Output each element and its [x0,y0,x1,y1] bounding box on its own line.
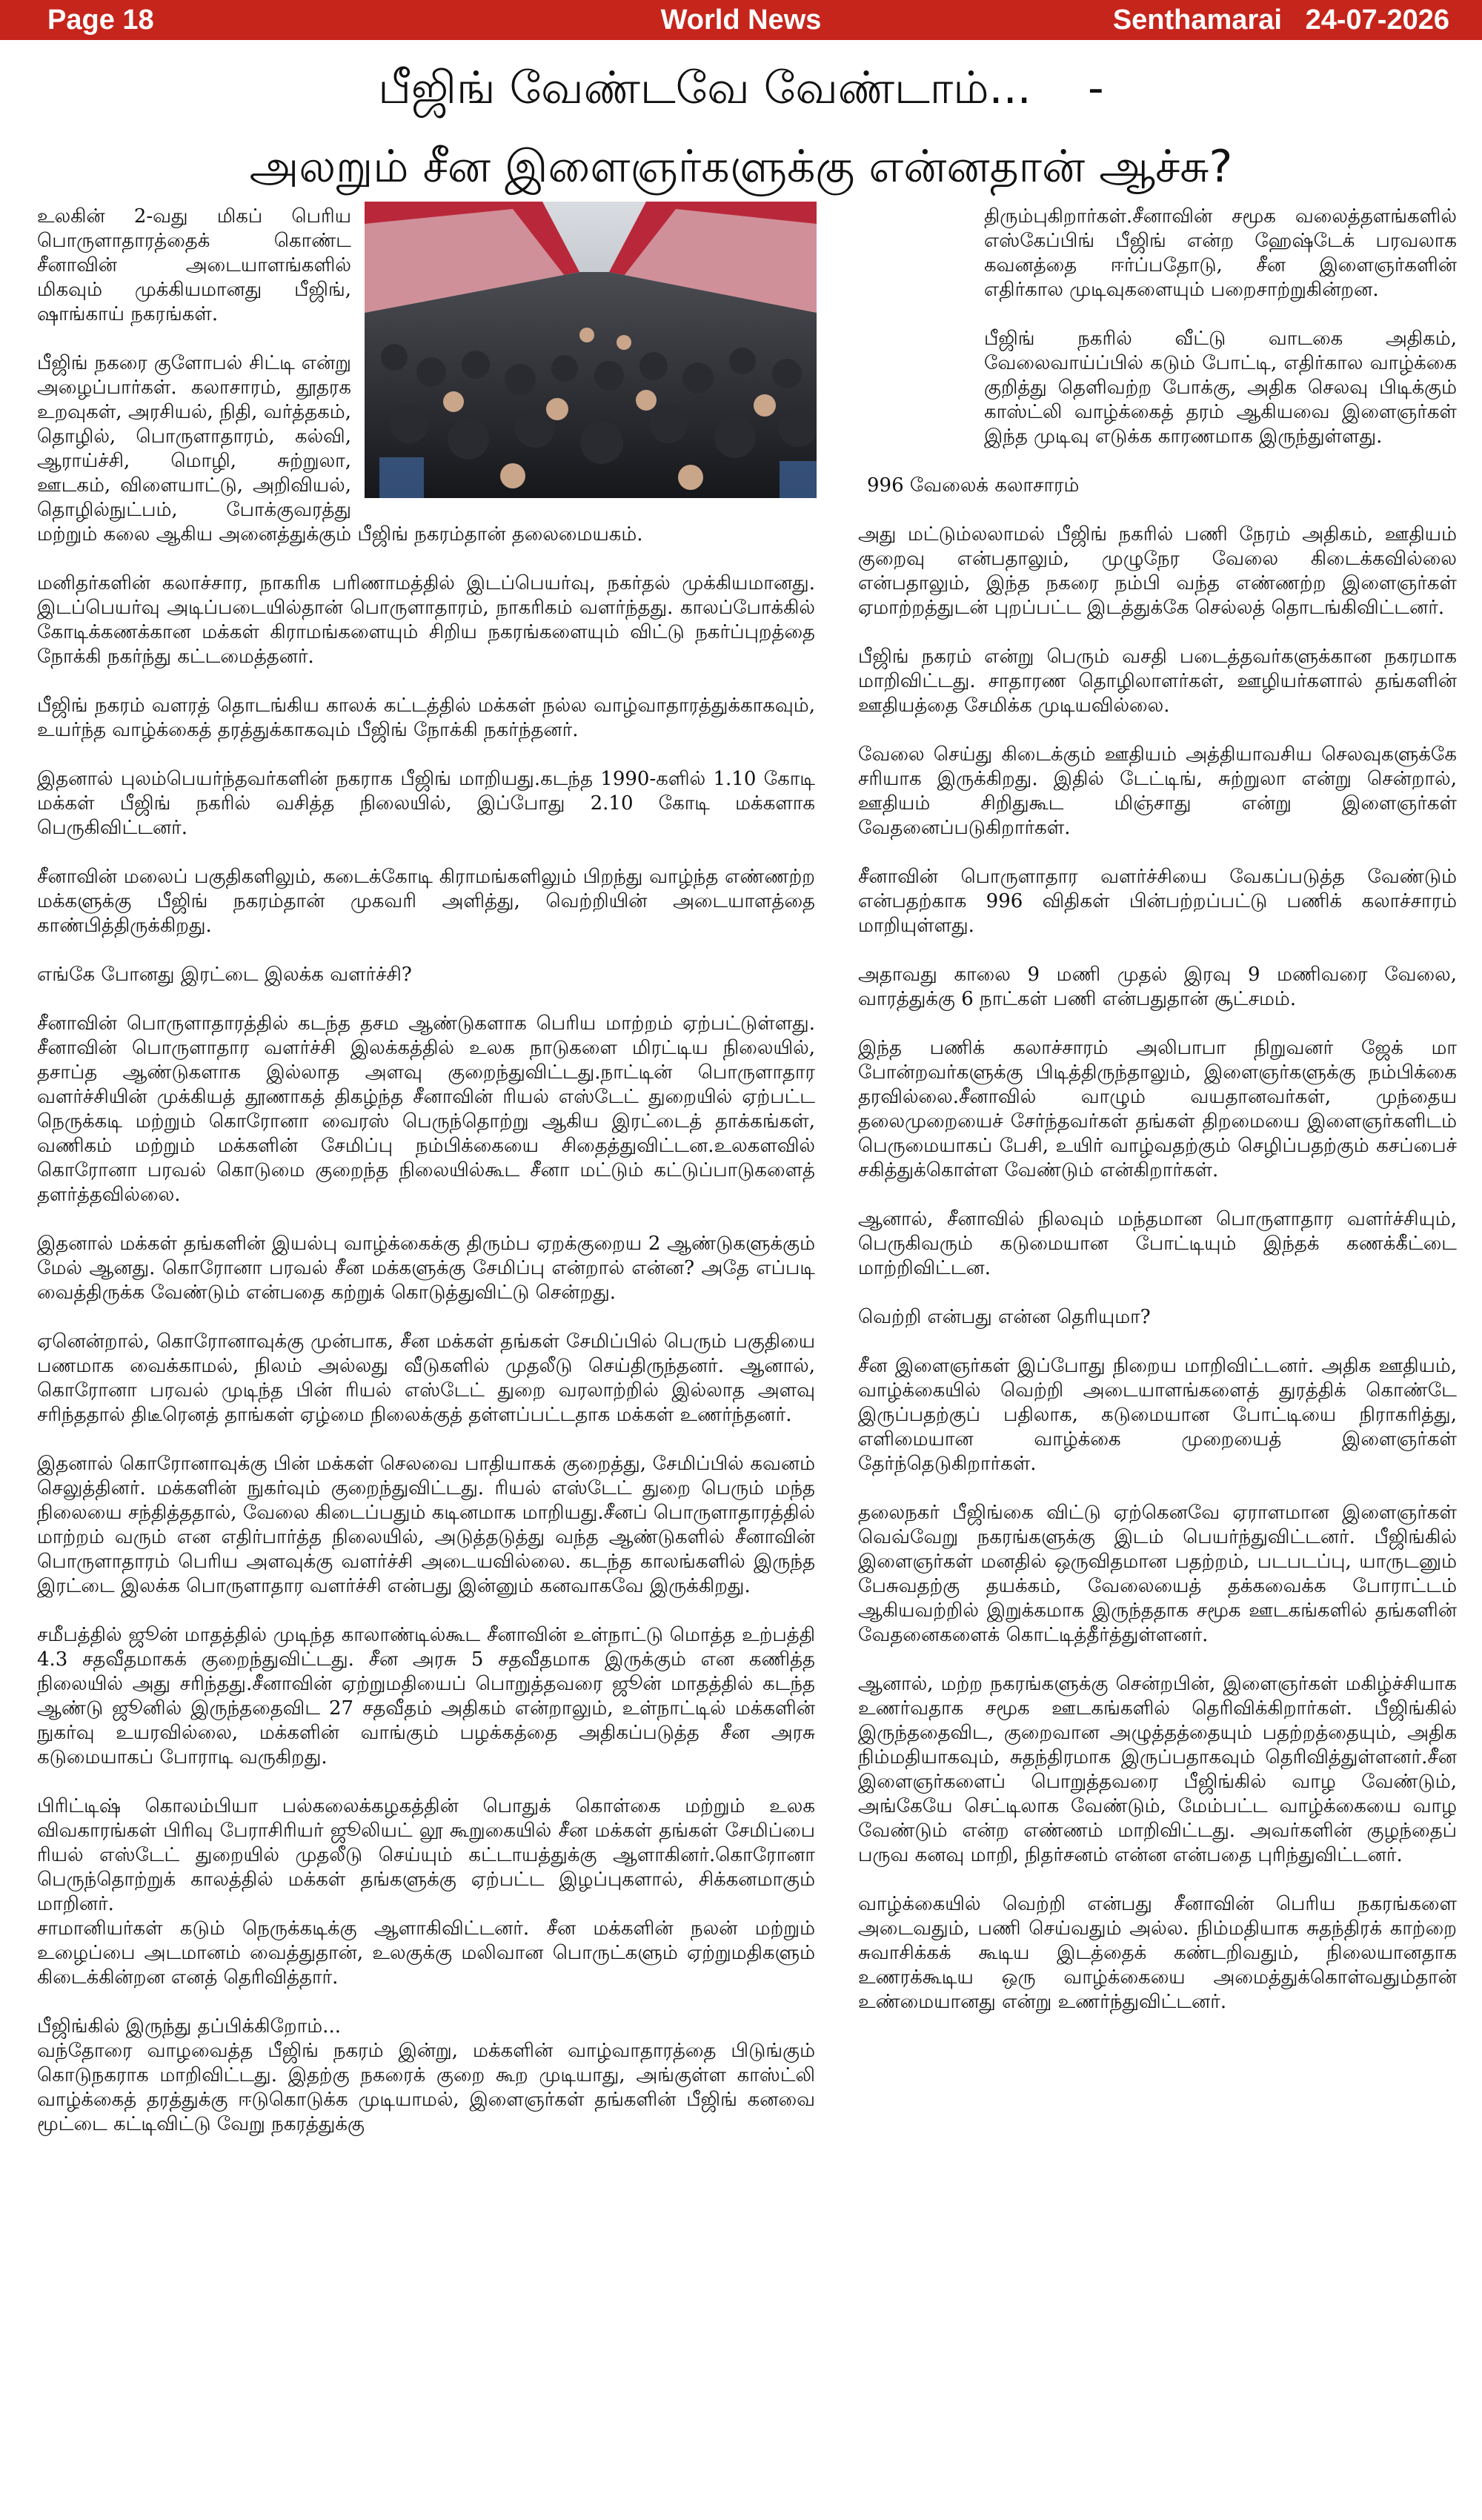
paragraph: ஆனால், சீனாவில் நிலவும் மந்தமான பொருளாதார வளர்ச்சியும், பெருகிவரும் கடுமையான போட்டியும் இந்தக் கணக்கீட்டை மாற்றிவிட்டன. [858,1208,1457,1279]
paragraph: வேலை செய்து கிடைக்கும் ஊதியம் அத்தியாவசிய செலவுகளுக்கே சரியாக இருக்கிறது. இதில் டேட்டிங், சுற்றுலா என்று சென்றால், ஊதியம் சிறிதுகூட மிஞ்சாது என்று இளைஞர்கள் வேதனைப்படுகிறார்கள். [858,743,1457,839]
headline-line-1: பீஜிங் வேண்டவே வேண்டாம்... - [378,62,1104,114]
page-number: Page 18 [47,4,154,36]
headline-line-2: அலறும் சீன இளைஞர்களுக்கு என்னதான் ஆச்சு? [249,141,1233,193]
paragraph: சீனாவின் மலைப் பகுதிகளிலும், கடைக்கோடி கிராமங்களிலும் பிறந்து வாழ்ந்த எண்ணற்ற மக்களுக்கு பீஜிங் நகரம்தான் முகவரி அளித்து, வெற்றியின் அடையாளத்தை காண்பித்திருக்கிறது. [37,866,815,937]
paragraph: மனிதர்களின் கலாச்சார, நாகரிக பரிணாமத்தில் இடப்பெயர்வு, நகர்தல் முக்கியமானது. இடப்பெயர்வு அடிப்படையில்தான் பொருளாதாரம், நாகரிகம் வளர்ந்தது. காலப்போக்கில் கோடிக்கணக்கான மக்கள் கிராமங்களையும் சிறிய நகரங்களையும் விட்டு நகர்ப்புறத்தை நோக்கி நகர்ந்து கட்டமைத்தனர். [37,572,815,668]
paragraph: பிரிட்டிஷ் கொலம்பியா பல்கலைக்கழகத்தின் பொதுக் கொள்கை மற்றும் உலக விவகாரங்கள் பிரிவு பேராசிரியர் ஜூலியட் லூ கூறுகையில் சீன மக்கள் தங்கள் சேமிப்பை ரியல் எஸ்டேட் துறையில் முதலீடு செய்யும் கட்டாயத்துக்கு ஆளாகினர்.கொரோனா பெருந்தொற்றுக் காலத்தில் மக்கள் தங்களுக்கு ஏற்பட்ட இழப்புகளால், சிக்கனமாகும் மாறினர். [37,1795,815,1915]
paragraph: அது மட்டும்லலாமல் பீஜிங் நகரில் பணி நேரம் அதிகம், ஊதியம் குறைவு என்பதாலும், முழுநேர வேலை கிடைக்கவில்லை என்பதாலும், இந்த நகரை நம்பி வந்த எண்ணற்ற இளைஞர்கள் ஏமாற்றத்துடன் புறப்பட்ட இடத்துக்கே செல்லத் தொடங்கிவிட்டனர். [858,523,1457,619]
paragraph: இதனால் புலம்பெயர்ந்தவர்களின் நகராக பீஜிங் மாறியது.கடந்த 1990-களில் 1.10 கோடி மக்கள் பீஜிங் நகரில் வசித்த நிலையில், இப்போது 2.10 கோடி மக்களாக பெருகிவிட்டனர். [37,768,815,839]
subheading: பீஜிங்கில் இருந்து தப்பிக்கிறோம்... [37,2015,341,2037]
paragraph: பீஜிங் நகரம் என்று பெரும் வசதி படைத்தவர்களுக்கான நகரமாக மாறிவிட்டது. சாதாரண தொழிலாளர்கள், ஊழியர்களால் தங்களின் ஊதியத்தை சேமிக்க முடியவில்லை. [858,646,1457,717]
paragraph: சீனாவின் பொருளாதார வளர்ச்சியை வேகப்படுத்த வேண்டும் என்பதற்காக 996 விதிகள் பின்பற்றப்பட்டு பணிக் கலாச்சாரம் மாறியுள்ளது. [858,866,1457,937]
paragraph: ஆனால், மற்ற நகரங்களுக்கு சென்றபின், இளைஞர்கள் மகிழ்ச்சியாக உணர்வதாக சமூக ஊடகங்களில் தெரிவிக்கிறார்கள். பீஜிங்கில் இருந்ததைவிட, குறைவான அழுத்தத்தையும் பதற்றத்தையும், அதிக நிம்மதியாகவும், சுதந்திரமாக இருப்பதாகவும் தெரிவித்துள்ளனர்.சீன இளைஞர்களைப் பொறுத்தவரை பீஜிங்கில் வாழ வேண்டும், அங்கேயே செட்டிலாக வேண்டும், மேம்பட்ட வாழ்க்கையை வாழ வேண்டும் என்ற எண்ணம் மாறிவிட்டது. அவர்களின் குழந்தைப் பருவ கனவு மாறி, நிதர்சனம் என்ன என்பதை புரிந்துவிட்டனர். [858,1673,1458,1866]
paragraph: இதனால் மக்கள் தங்களின் இயல்பு வாழ்க்கைக்கு திரும்ப ஏறக்குறைய 2 ஆண்டுகளுக்கும் மேல் ஆனது. கொரோனா பரவல் சீன மக்களுக்கு சேமிப்பு என்றால் என்ன? அதே எப்படி வைத்திருக்க வேண்டும் என்பதை கற்றுக் கொடுத்துவிட்டு சென்றது. [37,1233,815,1304]
paragraph: ஏனென்றால், கொரோனாவுக்கு முன்பாக, சீன மக்கள் தங்கள் சேமிப்பில் பெரும் பகுதியை பணமாக வைக்காமல், நிலம் அல்லது வீடுகளில் முதலீடு செய்திருந்தனர். ஆனால், கொரோனா பரவல் முடிந்த பின் ரியல் எஸ்டேட் துறை வரலாற்றில் இல்லாத அளவு சரிந்ததால் திடீரெனத் தாங்கள் ஏழ்மை நிலைக்குத் தள்ளப்பட்டதாக மக்கள் உணர்ந்தனர். [37,1330,815,1426]
paragraph: பீஜிங் நகரில் வீட்டு வாடகை அதிகம், வேலைவாய்ப்பில் கடும் போட்டி, எதிர்கால வாழ்க்கை குறித்து தெளிவற்ற போக்கு, அதிக செலவு பிடிக்கும் காஸ்ட்லி வாழ்க்கைத் தரம் ஆகியவை இளைஞர்கள் இந்த முடிவு எடுக்க காரணமாக இருந்துள்ளது. [984,328,1457,448]
paragraph: தலைநகர் பீஜிங்கை விட்டு ஏற்கெனவே ஏராளமான இளைஞர்கள் வெவ்வேறு நகரங்களுக்கு இடம் பெயர்ந்துவிட்டனர். பீஜிங்கில் இளைஞர்கள் மனதில் ஒருவிதமான பதற்றம், படபடப்பு, யாருடனும் பேசுவதற்கு தயக்கம், வேலையைத் தக்கவைக்க போராட்டம் ஆகியவற்றில் இறுக்கமாக இருந்ததாக சமூக ஊடகங்களில் தங்களின் வேதனைகளைக் கொட்டித்தீர்த்துள்ளனர். [858,1502,1457,1646]
crowd-photo-icon [365,202,817,498]
subheading: 996 வேலைக் கலாசாரம் [867,474,1080,497]
paragraph: உலகின் 2-வது மிகப் பெரிய பொருளாதாரத்தைக் கொண்ட சீனாவின் அடையாளங்களில் மிகவும் முக்கியமானது பீஜிங், ஷாங்காய் நகரங்கள். [37,205,351,325]
issue-date: 24-07-2026 [1305,4,1449,36]
paragraph: வந்தோரை வாழவைத்த பீஜிங் நகரம் இன்று, மக்களின் வாழ்வாதாரத்தை பிடுங்கும் கொடுநகராக மாறிவிட்டது. இதற்கு நகரைக் குறை கூற முடியாது, அங்குள்ள காஸ்ட்லி வாழ்க்கைத் தரத்துக்கு ஈடுகொடுக்க முடியாமல், இளைஞர்கள் தங்களின் பீஜிங் கனவை மூட்டை கட்டிவிட்டு வேறு நகரத்துக்கு [37,2040,816,2135]
publication-and-date [1113,4,1449,36]
paragraph: சீன இளைஞர்கள் இப்போது நிறைய மாறிவிட்டனர். அதிக ஊதியம், வாழ்க்கையில் வெற்றி அடையாளங்களைத் துரத்திக் கொண்டே இருப்பதற்குப் பதிலாக, கடுமையான போட்டியை நிராகரித்து, எளிமையான வாழ்க்கை முறையைத் இளைஞர்கள் தேர்ந்தெடுகிறார்கள். [858,1355,1457,1475]
paragraph: வாழ்க்கையில் வெற்றி என்பது சீனாவின் பெரிய நகரங்களை அடைவதும், பணி செய்வதும் அல்ல. நிம்மதியாக சுதந்திரக் காற்றை சுவாசிக்கக் கூடிய இடத்தைக் கண்டறிவதும், நிலையானதாக உணரக்கூடிய ஒரு வாழ்க்கையை அமைத்துக்கொள்வதும்தான் உண்மையானது என்று உணர்ந்துவிட்டனர். [858,1893,1457,2013]
paragraph: இந்த பணிக் கலாச்சாரம் அலிபாபா நிறுவனர் ஜேக் மா போன்றவர்களுக்கு பிடித்திருந்தாலும், இளைஞர்களுக்கு நம்பிக்கை தரவில்லை.சீனாவில் வாழும் வயதானவர்கள், முந்தைய தலைமுறையைச் சேர்ந்தவர்கள் தங்கள் திறமையை இளைஞர்களிடம் பெருமையாகப் பேசி, உயிர் வாழ்வதற்கும் செழிப்பதற்கும் கசப்பைச் சகித்துக்கொள்ள வேண்டும் என்கிறார்கள். [858,1037,1457,1181]
subheading: வெற்றி என்பது என்ன தெரியுமா? [858,1306,1151,1328]
page-header-bar [0,0,1482,40]
right-column [858,205,1457,2039]
publication-name: Senthamarai [1112,4,1282,36]
paragraph: பீஜிங் நகரம் வளரத் தொடங்கிய காலக் கட்டத்தில் மக்கள் நல்ல வாழ்வாதாரத்துக்காகவும், உயர்ந்த வாழ்க்கைத் தரத்துக்காகவும் பீஜிங் நோக்கி நகர்ந்தனர். [37,694,815,741]
paragraph: அதாவது காலை 9 மணி முதல் இரவு 9 மணிவரை வேலை, வாரத்துக்கு 6 நாட்கள் பணி என்பதுதான் சூட்சமம். [858,964,1457,1010]
paragraph: சமீபத்தில் ஜூன் மாதத்தில் முடிந்த காலாண்டில்கூட சீனாவின் உள்நாட்டு மொத்த உற்பத்தி 4.3 சதவீதமாகக் குறைந்துவிட்டது. சீன அரசு 5 சதவீதமாக இருக்கும் என கணித்த நிலையில் அது சரிந்தது.சீனாவின் ஏற்றுமதியைப் பொறுத்தவரை ஜூன் மாதத்தில் கடந்த ஆண்டு ஜூனில் இருந்ததைவிட 27 சதவீதம் அதிகம் என்றாலும், உள்நாட்டில் மக்களின் நுகர்வு உயரவில்லை, மக்களின் வாங்கும் பழக்கத்தை அதிகப்படுத்த சீன அரசு கடுமையாகப் போராடி வருகிறது. [37,1624,815,1768]
paragraph: சீனாவின் பொருளாதாரத்தில் கடந்த தசம ஆண்டுகளாக பெரிய மாற்றம் ஏற்பட்டுள்ளது. சீனாவின் பொருளாதார வளர்ச்சி இலக்கத்தில் உலக நாடுகளை மிரட்டிய நிலையில், தசாப்த ஆண்டுகளாக இல்லாத அளவு குறைந்துவிட்டது.நாட்டின் பொருளாதார வளர்ச்சியின் முக்கியத் தூணாகத் திகழ்ந்த சீனாவின் ரியல் எஸ்டேட் துறையில் ஏற்பட்ட நெருக்கடி மற்றும் கொரோனா வைரஸ் பெருந்தொற்று ஆகிய இரட்டைத் தாக்கங்கள், வணிகம் மற்றும் மக்களின் சேமிப்பு நம்பிக்கையை சிதைத்துவிட்டன.உலகளவில் கொரோனா பரவல் கொடுமை குறைந்த நிலையில்கூட சீனா மட்டும் கட்டுப்பாடுகளைத் தளர்த்தவில்லை. [37,1012,815,1206]
paragraph: திரும்புகிறார்கள்.சீனாவின் சமூக வலைத்தளங்களில் எஸ்கேப்பிங் பீஜிங் என்ற ஹேஷ்டேக் பரவலாக கவனத்தை ஈர்ப்பதோடு, சீன இளைஞர்களின் எதிர்கால முடிவுகளையும் பறைசாற்றுகின்றன. [984,205,1457,301]
left-column [37,205,815,2161]
crowd-photo [365,202,817,498]
paragraph: இதனால் கொரோனாவுக்கு பின் மக்கள் செலவை பாதியாகக் குறைத்து, சேமிப்பில் கவனம் செலுத்தினர். மக்களின் நுகர்வும் குறைந்துவிட்டது. ரியல் எஸ்டேட் துறை பெரும் மந்த நிலையை சந்தித்ததால், வேலை கிடைப்பதும் கடினமாக மாறியது.சீனப் பொருளாதாரத்தில் மாற்றம் வரும் என எதிர்பார்த்த நிலையில், அடுத்தடுத்து வந்த ஆண்டுகளில் சீனாவின் பொருளாதாரம் பெரிய அளவுக்கு வளர்ச்சி அடையவில்லை. கடந்த காலங்களில் இருந்த இரட்டை இலக்க பொருளாதார வளர்ச்சி என்பது இன்னும் கனவாகவே இருக்கிறது. [37,1453,815,1597]
paragraph: சாமானியர்கள் கடும் நெருக்கடிக்கு ஆளாகிவிட்டனர். சீன மக்களின் நலன் மற்றும் உழைப்பை அடமானம் வைத்துதான், உலகுக்கு மலிவான பொருட்களும் ஏற்றுமதிகளும் கிடைக்கின்றன எனத் தெரிவித்தார். [37,1917,815,1989]
photo-side-text [858,205,1457,449]
paragraph: பீஜிங் நகரை குளோபல் சிட்டி என்று அழைப்பார்கள். கலாசாரம், தூதரக உறவுகள், அரசியல், நிதி, வர்த்தகம், தொழில், பொருளாதாரம், கல்வி, ஆராய்ச்சி, மொழி, சுற்றுலா, ஊடகம், விளையாட்டு, அறிவியல், தொழில்நுட்பம், போக்குவரத்து மற்றும் கலை ஆகிய அனைத்துக்கும் பீஜிங் நகரம்தான் தலைமையகம். [37,352,643,546]
subheading: எங்கே போனது இரட்டை இலக்க வளர்ச்சி? [37,964,412,986]
section-name: World News [660,4,822,36]
article-headline [30,49,1452,206]
